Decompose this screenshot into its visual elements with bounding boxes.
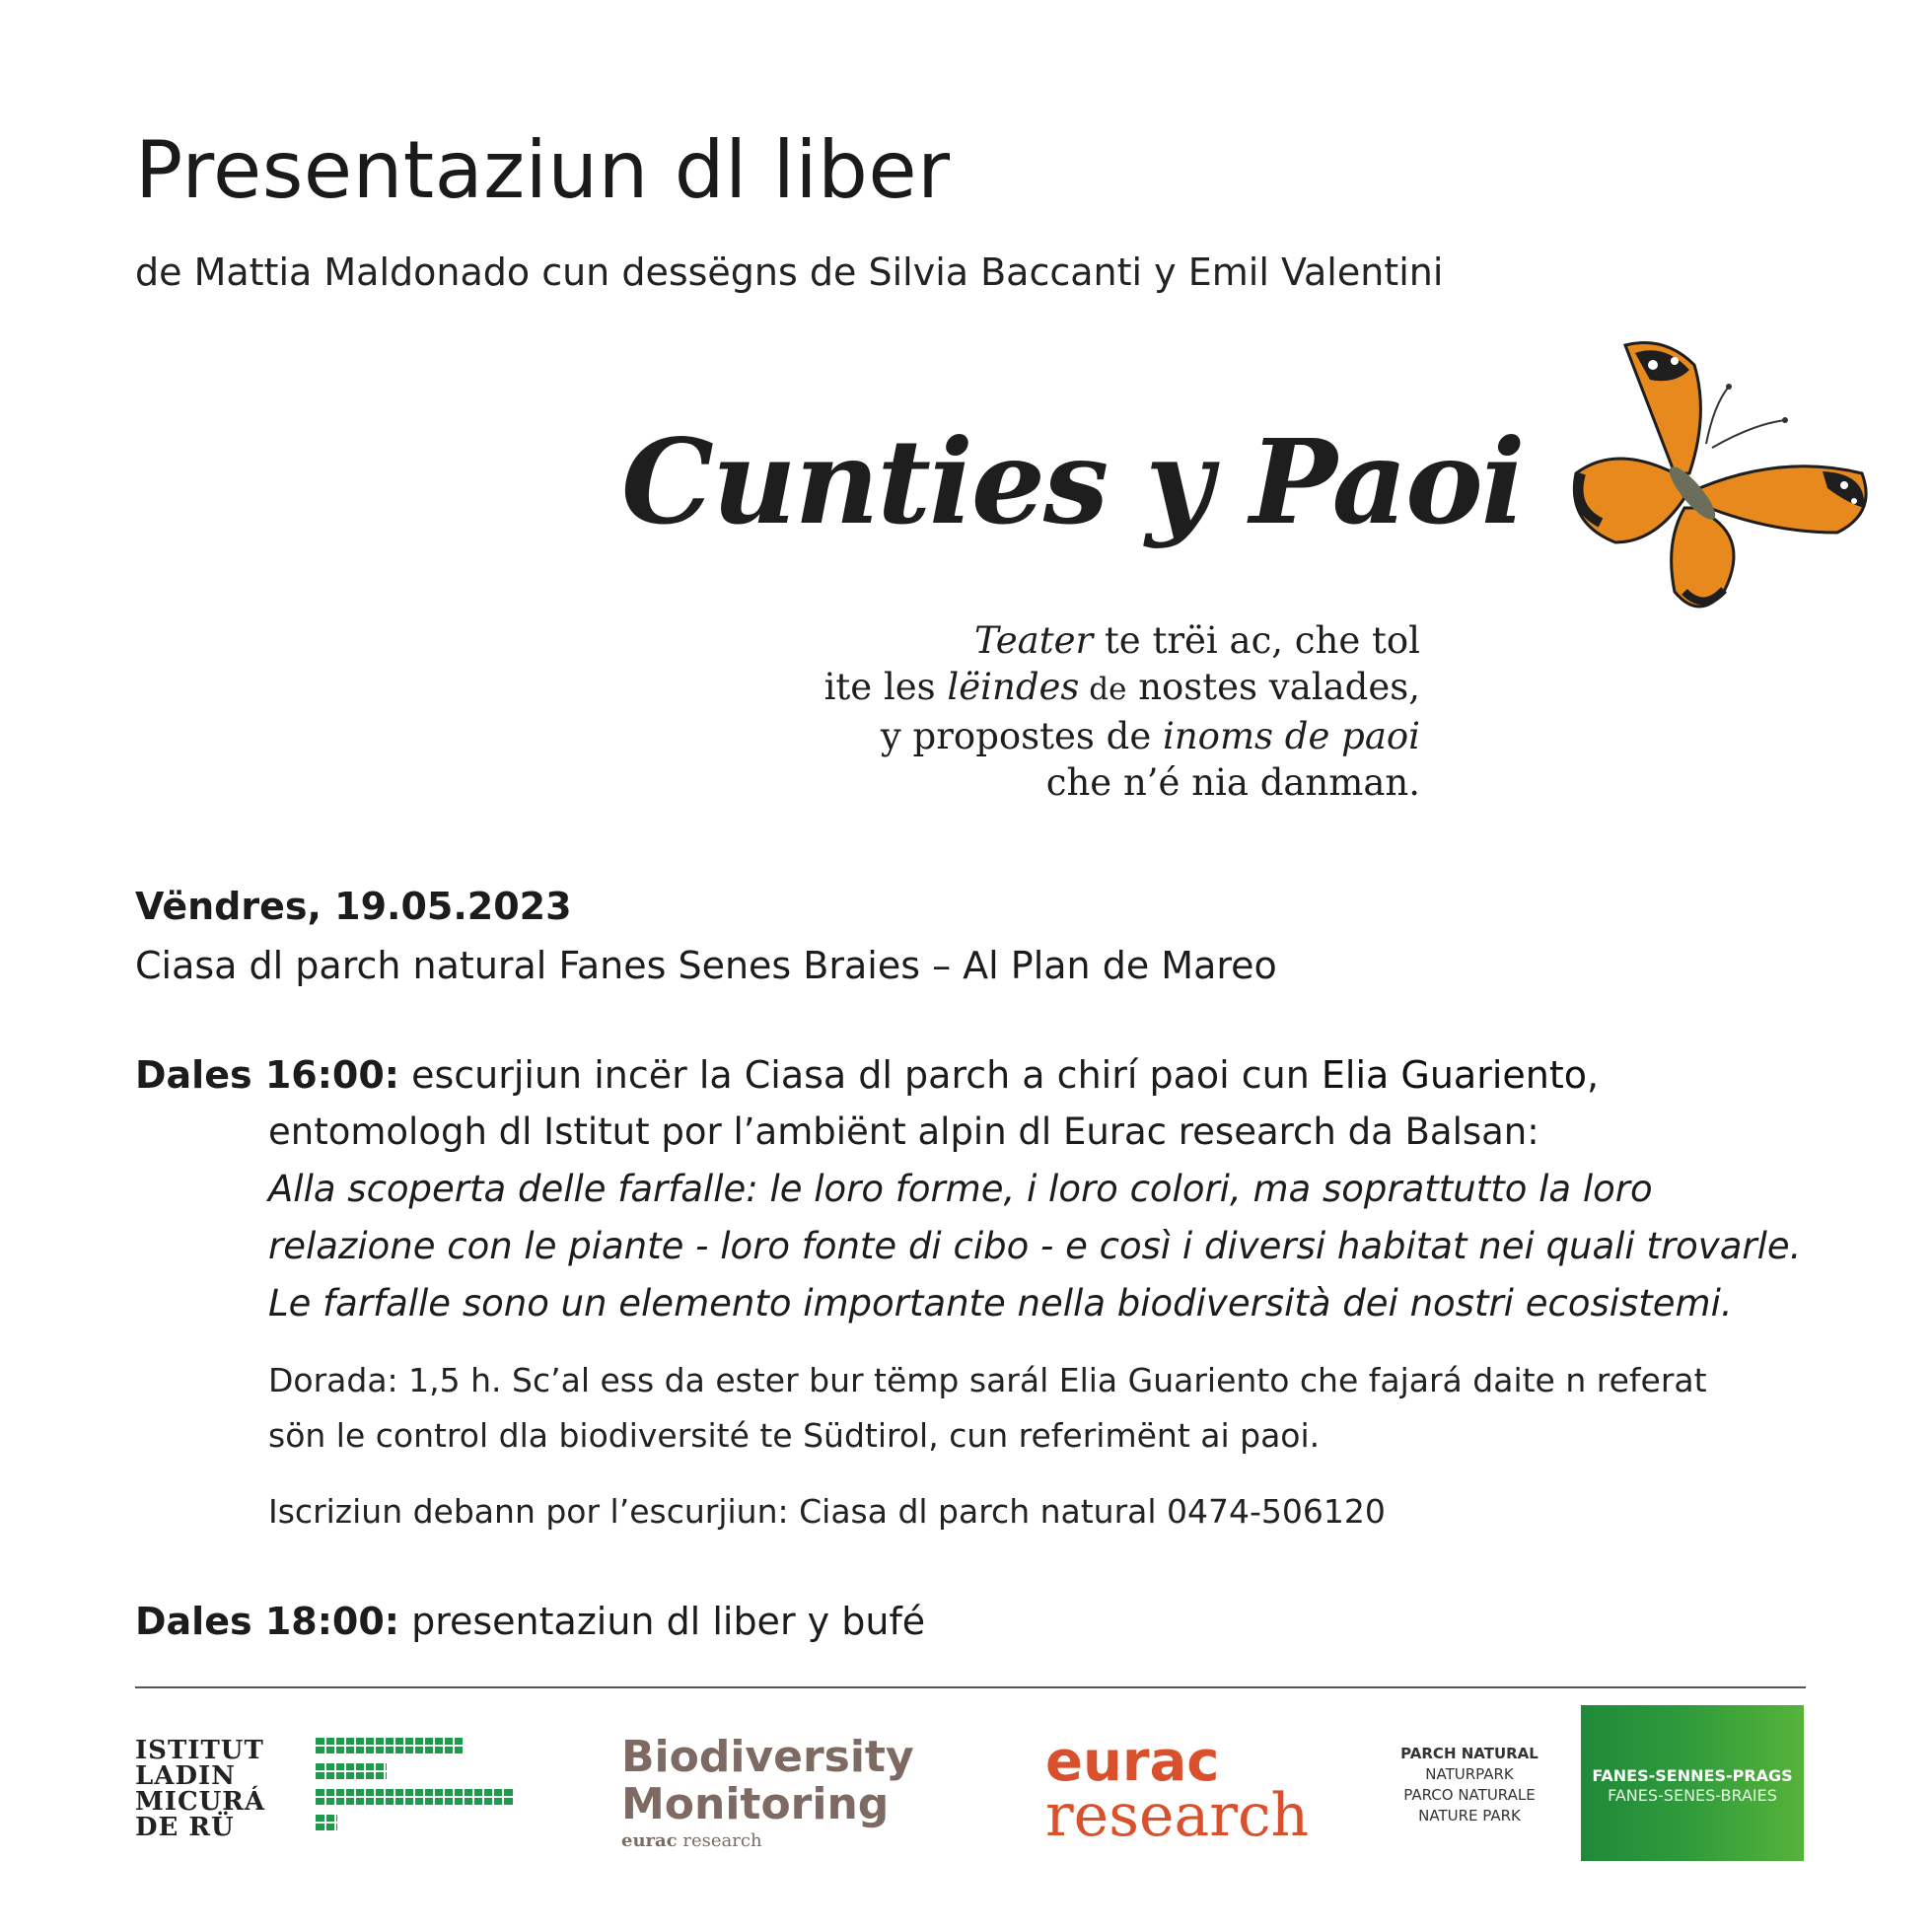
divider bbox=[135, 1686, 1806, 1688]
event-venue: Ciasa dl parch natural Fanes Senes Braies – Al Plan de Mareo bbox=[135, 944, 1277, 987]
logo-eurac-research: eurac research bbox=[1045, 1730, 1310, 1850]
page-title: Presentaziun dl liber bbox=[135, 124, 951, 216]
tagline-line-3: y propostes de inoms de paoi bbox=[880, 715, 1420, 757]
duration-line-2: sön le control dla biodiversité te Südtirol, cun referimënt ai paoi. bbox=[268, 1416, 1321, 1455]
program-item-1: Dales 16:00: escurjiun incër la Ciasa dl parch a chirí paoi cun Elia Guariento, bbox=[135, 1053, 1600, 1097]
description-line-3: Le farfalle sono un elemento importante nella biodiversità dei nostri ecosistemi. bbox=[268, 1282, 1733, 1324]
event-date: Vëndres, 19.05.2023 bbox=[135, 885, 572, 928]
program-time-1: Dales 16:00: bbox=[135, 1053, 399, 1097]
duration-line-1: Dorada: 1,5 h. Sc’al ess da ester bur tëmp sarál Elia Guariento che fajará daite n referat bbox=[268, 1361, 1707, 1399]
registration-info: Iscriziun debann por l’escurjiun: Ciasa dl parch natural 0474-506120 bbox=[268, 1492, 1386, 1531]
book-title: Cunties y Paoi bbox=[621, 413, 1524, 550]
program-item-1-detail: entomologh dl Istitut por l’ambiënt alpin dl Eurac research da Balsan: bbox=[268, 1110, 1539, 1153]
butterfly-icon bbox=[1527, 325, 1882, 680]
tagline-line-1: Teater te trëi ac, che tol bbox=[973, 619, 1420, 662]
logo-nature-park-text: PARCH NATURAL NATURPARK PARCO NATURALE NATURE PARK bbox=[1400, 1745, 1538, 1825]
green-grid-logo-icon bbox=[316, 1738, 513, 1836]
book-tagline bbox=[690, 617, 1420, 806]
logo-istitut-ladin: ISTITUT LADIN MICURÁ DE RÜ bbox=[135, 1736, 266, 1842]
page-subtitle: de Mattia Maldonado cun dessëgns de Silvia Baccanti y Emil Valentini bbox=[135, 250, 1444, 294]
description-line-1: Alla scoperta delle farfalle: le loro forme, i loro colori, ma soprattutto la loro bbox=[268, 1168, 1653, 1210]
speaker-name: Elia Guariento bbox=[1321, 1053, 1588, 1097]
description-line-2: relazione con le piante - loro fonte di cibo - e così i diversi habitat nei quali trovarle. bbox=[268, 1225, 1802, 1267]
program-item-2: Dales 18:00: presentaziun dl liber y bufé bbox=[135, 1600, 926, 1643]
logo-fanes-senes-braies: FANES-SENNES-PRAGS FANES-SENES-BRAIES bbox=[1581, 1705, 1804, 1861]
tagline-line-2: ite les lëindes de nostes valades, bbox=[823, 666, 1420, 708]
logo-biodiversity-monitoring: Biodiversity Monitoring eurac research bbox=[621, 1732, 914, 1851]
tagline-line-4: che n’é nia danman. bbox=[1045, 761, 1420, 804]
program-time-2: Dales 18:00: bbox=[135, 1600, 399, 1643]
